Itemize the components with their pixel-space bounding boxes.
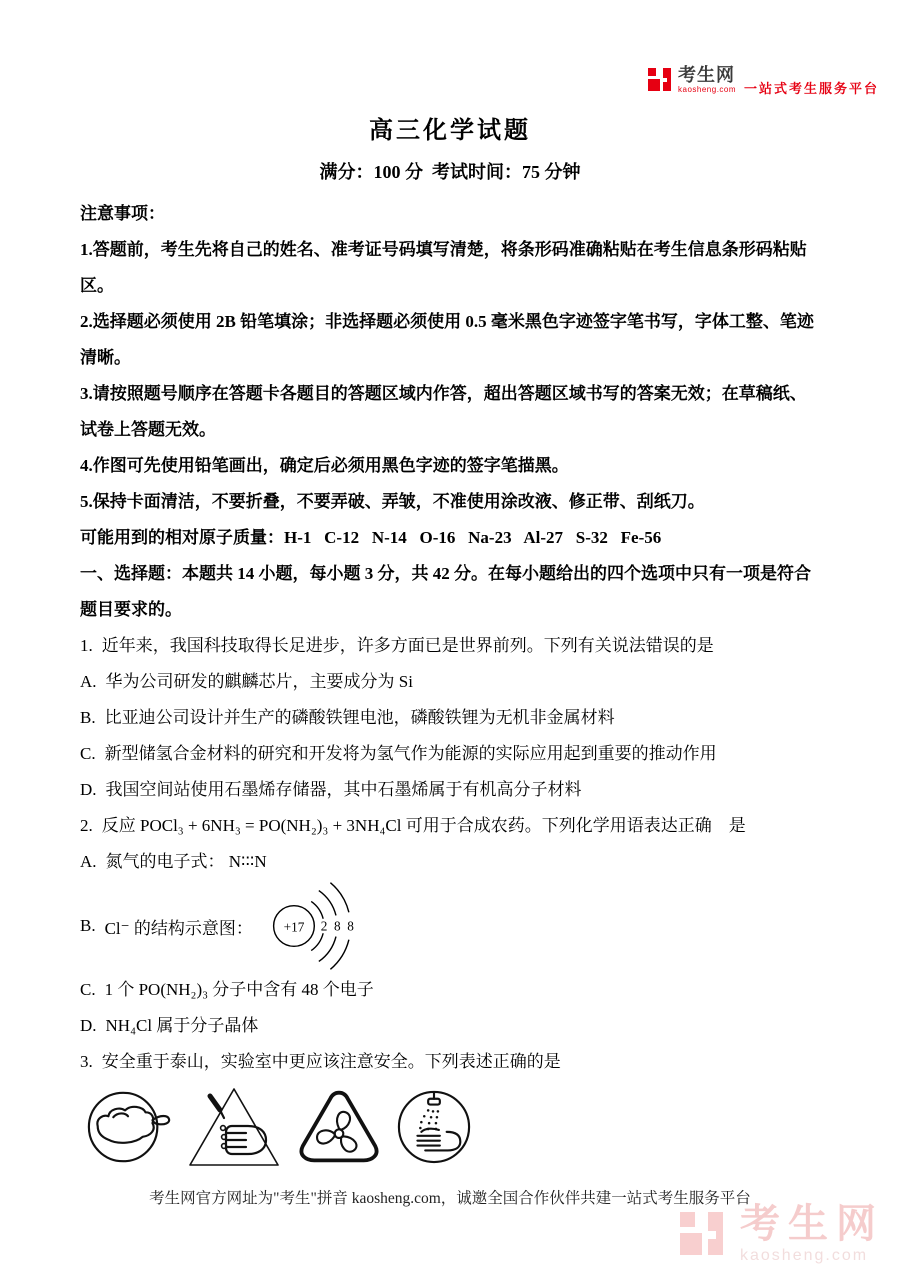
paper-body xyxy=(80,196,820,1080)
safety-pictogram-row xyxy=(84,1084,900,1170)
section-heading: 一、选择题：本题共 14 小题，每小题 3 分，共 42 分。在每小题给出的四个选项中只有一项是符合题目要求的。 xyxy=(80,564,811,619)
question-1-option-a xyxy=(80,664,820,700)
notice-item: 1.答题前，考生先将自己的姓名、准考证号码填写清楚，将条形码准确粘贴在考生信息条形码粘贴区。 xyxy=(80,240,807,295)
option-label: C. xyxy=(80,744,96,763)
option-text: 我国空间站使用石墨烯存储器，其中石墨烯属于有机高分子材料 xyxy=(105,780,582,799)
option-text: NH₄Cl 属于分子晶体 xyxy=(105,1016,259,1035)
notice-item: 2.选择题必须使用 2B 铅笔填涂；非选择题必须使用 0.5 毫米黑色字迹签字笔书写，字体工整、笔迹清晰。 xyxy=(80,312,814,367)
kaosheng-logo xyxy=(648,66,879,97)
kaosheng-watermark xyxy=(680,1204,884,1264)
option-text: Cl⁻ 的结构示意图： xyxy=(104,918,253,938)
kaosheng-watermark-icon xyxy=(680,1209,728,1259)
option-label: B. xyxy=(80,916,96,935)
question-2-option-b xyxy=(80,880,820,972)
question-1-option-b xyxy=(80,700,820,736)
question-1-option-c xyxy=(80,736,820,772)
shell-electron-count: 8 xyxy=(347,918,354,934)
nucleus-charge: +17 xyxy=(283,919,305,935)
question-text: 近年来，我国科技取得长足进步，许多方面已是世界前列。下列有关说法错误的是 xyxy=(101,636,714,655)
option-text: 1 个 PO(NH₂)₃ 分子中含有 48 个电子 xyxy=(104,980,374,999)
question-number: 1. xyxy=(80,636,93,655)
hand-wash-icon xyxy=(396,1085,472,1169)
option-text: 华为公司研发的麒麟芯片，主要成分为 Si xyxy=(105,672,413,691)
option-label: B. xyxy=(80,708,96,727)
watermark-brand-name: 考生网 xyxy=(740,1202,884,1246)
question-text: 安全重于泰山，实验室中更应该注意安全。下列表述正确的是 xyxy=(101,1052,561,1071)
option-text: 新型储氢合金材料的研究和开发将为氢气作为能源的实际应用起到重要的推动作用 xyxy=(104,744,717,763)
question-1-stem xyxy=(80,628,820,664)
paper-subtitle: 满分：100 分 考试时间：75 分钟 xyxy=(319,162,581,182)
option-label: C. xyxy=(80,980,96,999)
ventilation-fan-icon xyxy=(296,1086,382,1168)
corrosive-drip-hand-icon xyxy=(186,1084,282,1170)
option-text electron-dot-formula: 氮气的电子式： N∶∶∶N xyxy=(105,852,267,871)
notices-heading: 注意事项： xyxy=(80,204,165,223)
question-2-option-d xyxy=(80,1008,820,1044)
question-text: 反应 POCl₃ + 6NH₃ = PO(NH₂)₃ + 3NH₄Cl 可用于合成农药。下列化学用语表达正确 是 xyxy=(101,816,746,835)
option-label: D. xyxy=(80,1016,97,1035)
option-label: A. xyxy=(80,852,97,871)
shell-electron-count: 2 xyxy=(320,918,328,934)
brand-domain: kaosheng.com xyxy=(678,85,737,94)
brand-text xyxy=(678,66,736,94)
sponge-pan-icon xyxy=(84,1084,172,1170)
option-label: A. xyxy=(80,672,97,691)
footer-text: 考生网官方网址为"考生"拼音 kaosheng.com，诚邀全国合作伙伴共建一站式考生服务平台 xyxy=(149,1190,751,1207)
question-number: 3. xyxy=(80,1052,93,1071)
kaosheng-logo-icon xyxy=(648,66,674,93)
shell-electron-count: 8 xyxy=(333,918,341,934)
question-3-stem xyxy=(80,1044,820,1080)
watermark-text xyxy=(740,1204,884,1264)
notice-item: 3.请按照题号顺序在答题卡各题目的答题区域内作答，超出答题区域书写的答案无效；在草稿纸、试卷上答题无效。 xyxy=(80,384,807,439)
paper-title: 高三化学试题 xyxy=(369,118,531,144)
question-2-option-c xyxy=(80,972,820,1008)
question-2-stem xyxy=(80,808,820,844)
question-1-option-d xyxy=(80,772,820,808)
brand-name: 考生网 xyxy=(678,65,735,85)
brand-tagline: 一站式考生服务平台 xyxy=(744,81,880,96)
option-text: 比亚迪公司设计并生产的磷酸铁锂电池，磷酸铁锂为无机非金属材料 xyxy=(104,708,615,727)
question-number: 2. xyxy=(80,816,93,835)
chloride-ion-structure-diagram xyxy=(259,880,405,972)
question-2-option-a xyxy=(80,844,820,880)
option-label: D. xyxy=(80,780,97,799)
watermark-brand-domain: kaosheng.com xyxy=(740,1247,869,1264)
notice-item: 4.作图可先使用铅笔画出，确定后必须用黑色字迹的签字笔描黑。 xyxy=(80,456,569,475)
atomic-masses-line: 可能用到的相对原子质量：H-1 C-12 N-14 O-16 Na-23 Al-27 S-32 Fe-56 xyxy=(80,528,662,547)
notice-item: 5.保持卡面清洁，不要折叠，不要弄破、弄皱，不准使用涂改液、修正带、刮纸刀。 xyxy=(80,492,705,511)
